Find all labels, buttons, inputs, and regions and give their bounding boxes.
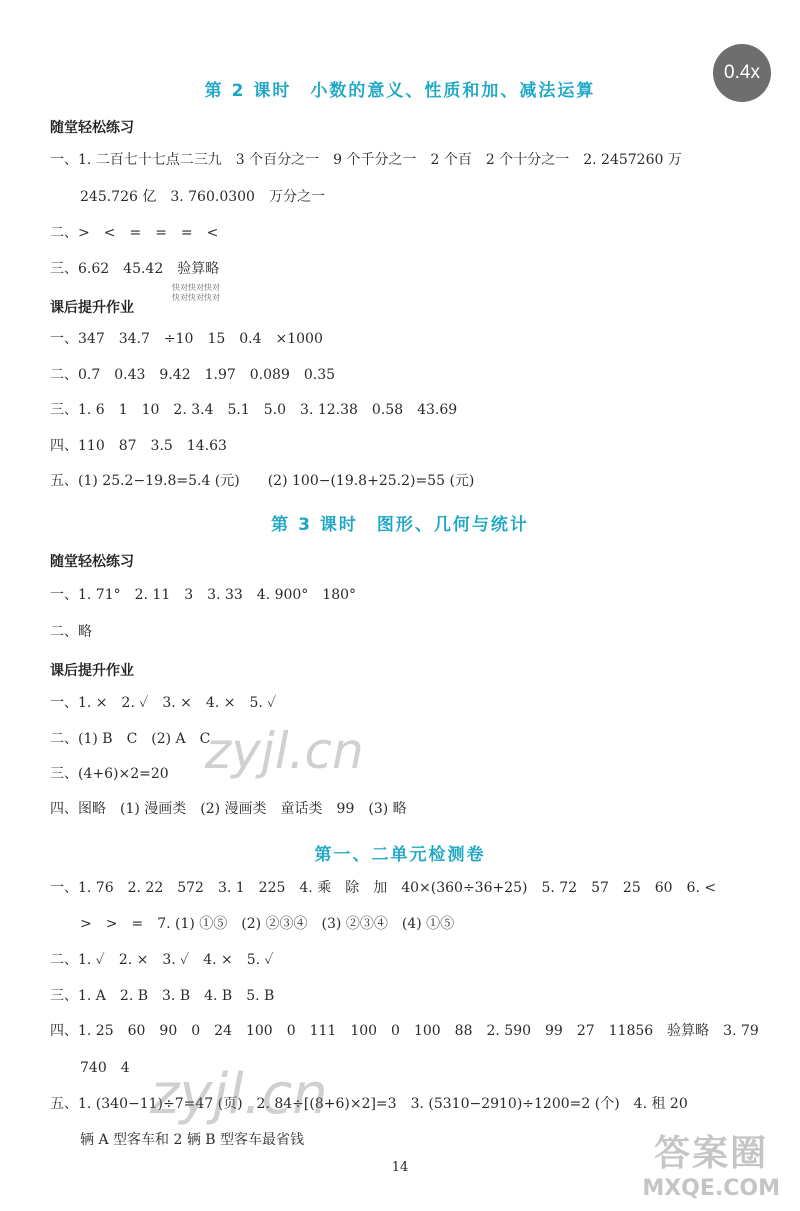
- section-2-homework-heading: 课后提升作业: [50, 300, 134, 316]
- stamp-line: 快对快对快对: [172, 293, 220, 302]
- test-title: 第一、二单元检测卷: [314, 845, 486, 865]
- section-2-homework-line-3: 三、1. 6 1 10 2. 3.4 5.1 5.0 3. 12.38 0.58 43.69: [50, 402, 458, 418]
- section-3-practice-line-2: 二、略: [50, 624, 92, 640]
- corner-watermark: [642, 1125, 780, 1201]
- zoom-badge[interactable]: 0.4x: [713, 44, 771, 102]
- section-3-practice-heading: 随堂轻松练习: [50, 554, 134, 570]
- test-line-5b: 辆 A 型客车和 2 辆 B 型客车最省钱: [80, 1132, 305, 1148]
- section-2-practice-heading: 随堂轻松练习: [50, 120, 134, 136]
- section-3-homework-line-4: 四、图略 (1) 漫画类 (2) 漫画类 童话类 99 (3) 略: [50, 801, 407, 817]
- section-3-practice-line-1: 一、1. 71° 2. 11 3 3. 33 4. 900° 180°: [50, 587, 357, 603]
- section-2-homework-line-2: 二、0.7 0.43 9.42 1.97 0.089 0.35: [50, 367, 336, 383]
- section-2-homework-line-5: 五、(1) 25.2−19.8=5.4 (元) (2) 100−(19.8+25.2)=55 (元): [50, 473, 475, 489]
- watermark-bottom: zyjl.cn: [150, 1062, 328, 1127]
- section-3-title: 第 3 课时 图形、几何与统计: [271, 515, 529, 535]
- page-number: 14: [391, 1160, 409, 1175]
- test-line-3: 三、1. A 2. B 3. B 4. B 5. B: [50, 988, 275, 1004]
- section-3-homework-line-2: 二、(1) B C (2) A C: [50, 731, 211, 747]
- test-line-4a: 四、1. 25 60 90 0 24 100 0 111 100 0 100 88 2. 590 99 27 11856 验算略 3. 79: [50, 1023, 759, 1039]
- section-3-homework-line-1: 一、1. × 2. ✓ 3. × 4. × 5. ✓: [50, 695, 277, 711]
- section-2-practice-line-3: 三、6.62 45.42 验算略: [50, 261, 220, 277]
- test-line-1a: 一、1. 76 2. 22 572 3. 1 225 4. 乘 除 加 40×(360÷36+25) 5. 72 57 25 60 6. <: [50, 880, 717, 896]
- test-line-5a: 五、1. (340−11)÷7=47 (页) 2. 84÷[(8+6)×2]=3 3. (5310−2910)÷1200=2 (个) 4. 租 20: [50, 1096, 688, 1112]
- section-3-homework-heading: 课后提升作业: [50, 663, 134, 679]
- section-2-homework-line-4: 四、110 87 3.5 14.63: [50, 438, 227, 454]
- test-line-1b: > > = 7. (1) ①⑤ (2) ②③④ (3) ②③④ (4) ①⑤: [80, 916, 455, 932]
- watermark-mid: zyjl.cn: [205, 722, 364, 780]
- section-3-homework-line-3: 三、(4+6)×2=20: [50, 766, 169, 782]
- stamp-line: 快对快对快对: [172, 283, 220, 292]
- test-line-2: 二、1. ✓ 2. × 3. ✓ 4. × 5. ✓: [50, 952, 274, 968]
- test-line-4b: 740 4: [80, 1060, 130, 1076]
- corner-watermark-bottom: MXQE.COM: [642, 1176, 780, 1201]
- stamp-mark: [172, 283, 220, 303]
- corner-watermark-top: 答案圈: [654, 1133, 769, 1174]
- section-2-title: 第 2 课时 小数的意义、性质和加、减法运算: [204, 81, 596, 101]
- section-2-homework-line-1: 一、347 34.7 ÷10 15 0.4 ×1000: [50, 331, 323, 347]
- section-2-practice-line-2: 二、> < = = = <: [50, 225, 219, 241]
- section-2-practice-line-1a: 一、1. 二百七十七点二三九 3 个百分之一 9 个千分之一 2 个百 2 个十分之一 2. 2457260 万: [50, 152, 682, 168]
- section-2-practice-line-1b: 245.726 亿 3. 760.0300 万分之一: [80, 189, 325, 205]
